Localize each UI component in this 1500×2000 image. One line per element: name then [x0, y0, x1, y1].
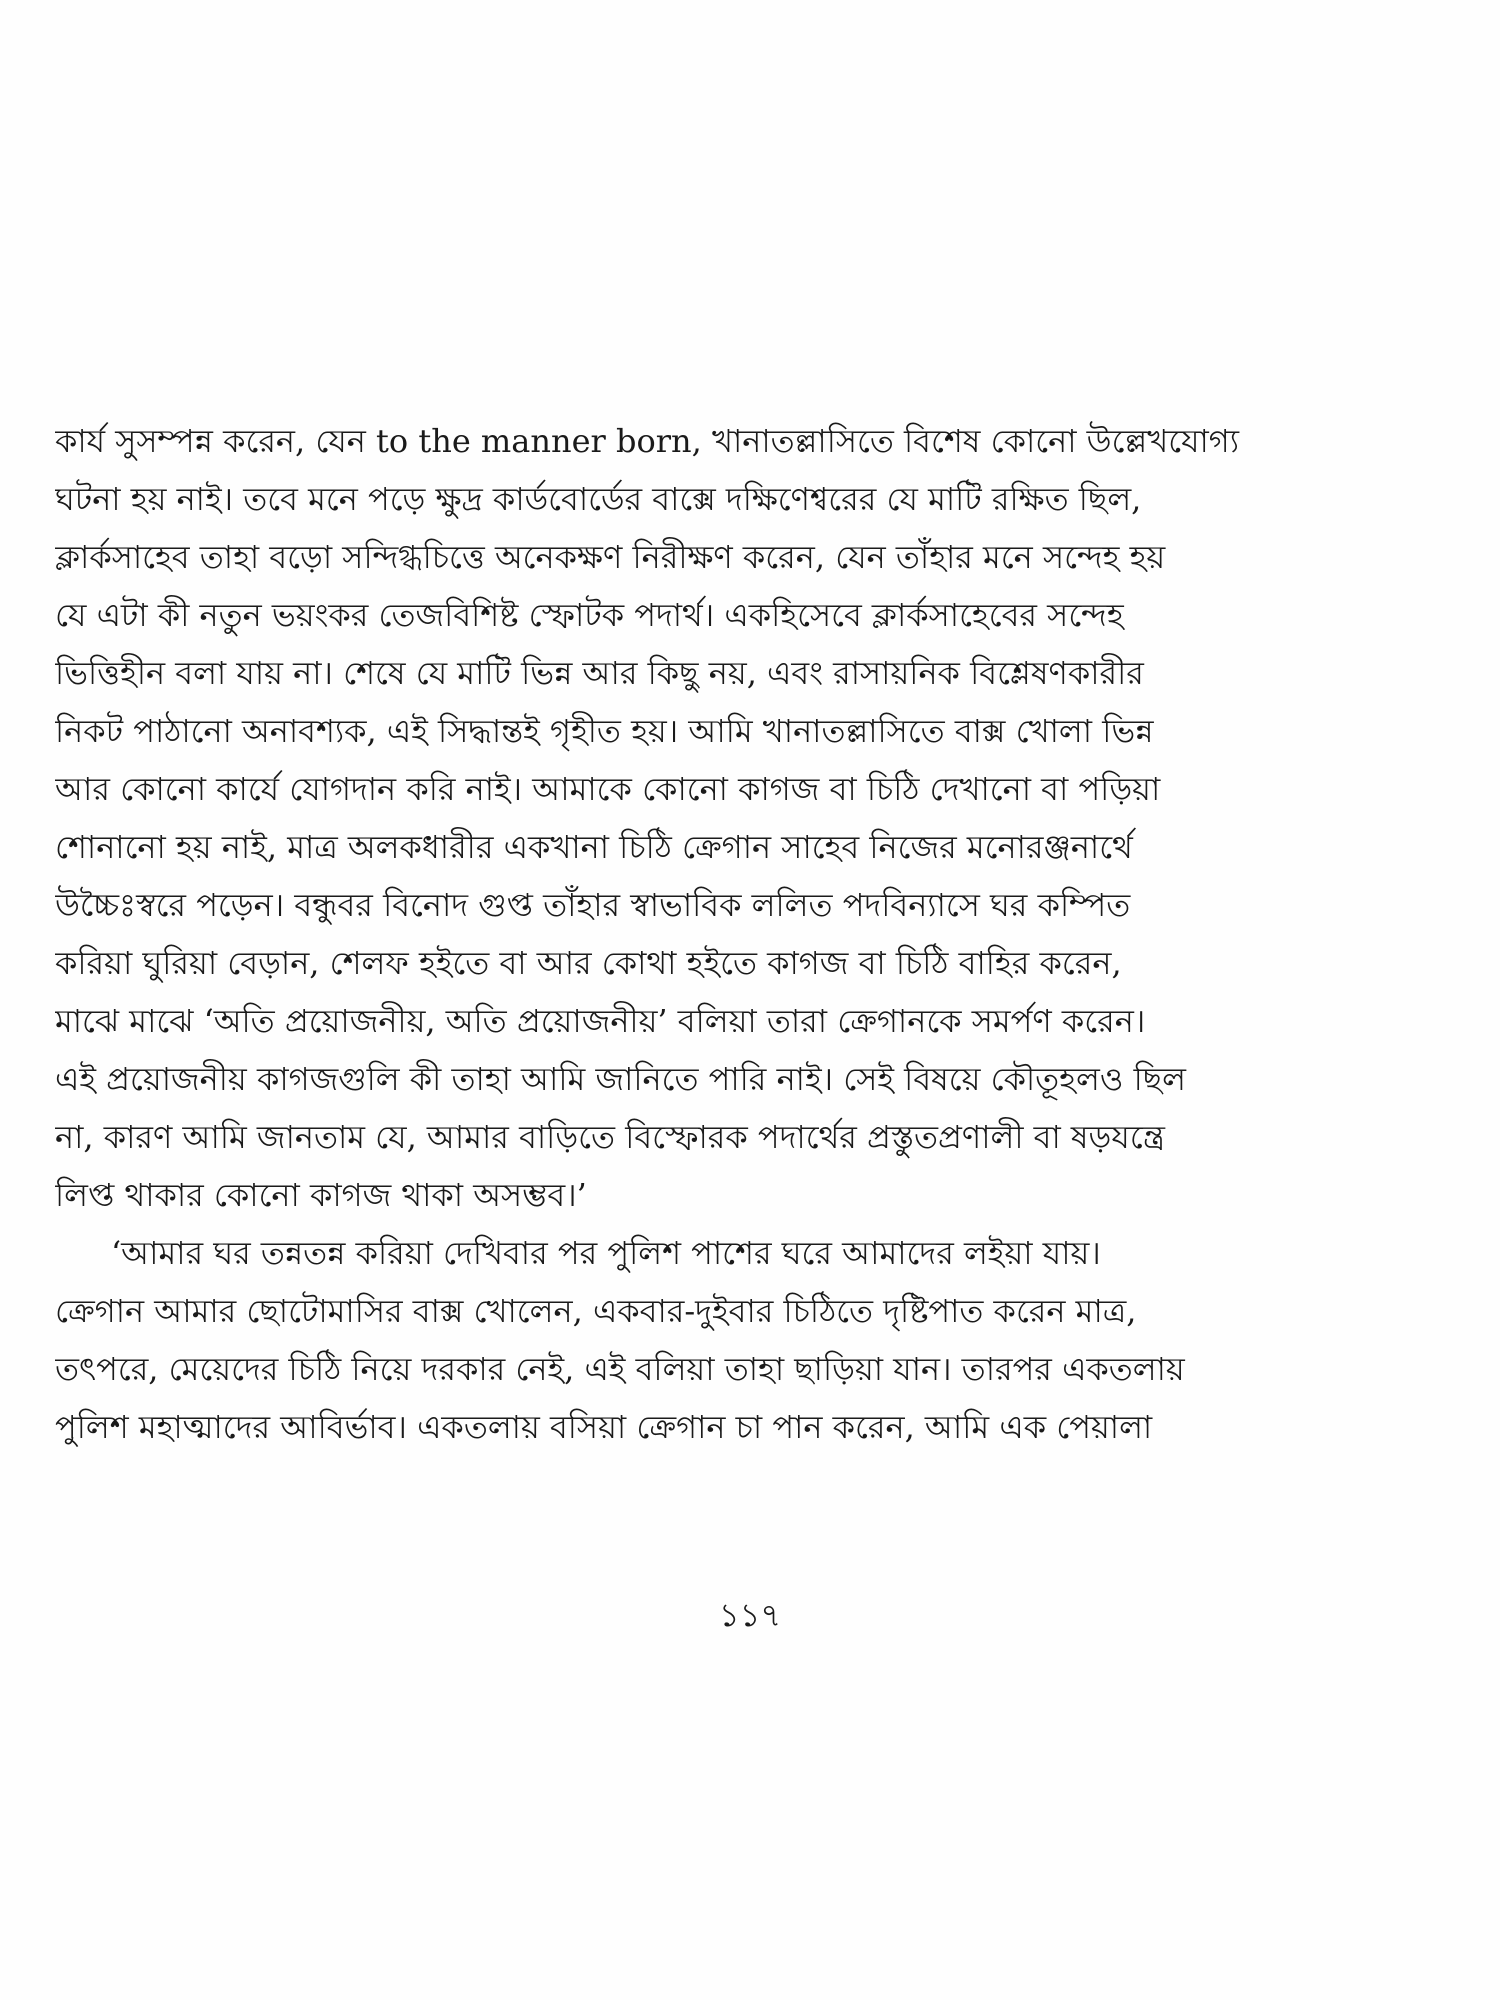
text-line: লিপ্ত থাকার কোনো কাগজ থাকা অসম্ভব।’	[55, 1176, 587, 1214]
text-line: উচ্চৈঃস্বরে পড়েন। বন্ধুবর বিনোদ গুপ্ত তাঁহার স্বাভাবিক ললিত পদবিন্যাসে ঘর কম্পিত	[55, 886, 1131, 924]
text-line: পুলিশ মহাত্মাদের আবির্ভাব। একতলায় বসিয়া ক্রেগান চা পান করেন, আমি এক পেয়ালা	[55, 1408, 1153, 1446]
text-line: মাঝে মাঝে ‘অতি প্রয়োজনীয়, অতি প্রয়োজনীয়’ বলিয়া তারা ক্রেগানকে সমর্পণ করেন।	[55, 1002, 1146, 1040]
body-text	[55, 412, 1450, 1456]
text-line: ভিত্তিহীন বলা যায় না। শেষে যে মাটি ভিন্ন আর কিছু নয়, এবং রাসায়নিক বিশ্লেষণকারীর	[55, 654, 1144, 692]
paragraph-1	[55, 412, 1450, 1224]
paragraph-2	[55, 1224, 1450, 1456]
text-line: যে এটা কী নতুন ভয়ংকর তেজবিশিষ্ট স্ফোটক পদার্থ। একহিসেবে ক্লার্কসাহেবের সন্দেহ	[55, 596, 1124, 634]
text-line: করিয়া ঘুরিয়া বেড়ান, শেলফ হইতে বা আর কোথা হইতে কাগজ বা চিঠি বাহির করেন,	[55, 944, 1122, 982]
text-line: ঘটনা হয় নাই। তবে মনে পড়ে ক্ষুদ্র কার্ডবোর্ডের বাক্সে দক্ষিণেশ্বরের যে মাটি রক্ষিত ছিল,	[55, 480, 1142, 518]
text-line: না, কারণ আমি জানতাম যে, আমার বাড়িতে বিস্ফোরক পদার্থের প্রস্তুতপ্রণালী বা ষড়যন্ত্রে	[55, 1118, 1165, 1156]
text-line: ক্রেগান আমার ছোটোমাসির বাক্স খোলেন, একবার-দুইবার চিঠিতে দৃষ্টিপাত করেন মাত্র,	[55, 1292, 1137, 1330]
text-line: ‘আমার ঘর তন্নতন্ন করিয়া দেখিবার পর পুলিশ পাশের ঘরে আমাদের লইয়া যায়।	[111, 1234, 1101, 1272]
text-line: আর কোনো কার্যে যোগদান করি নাই। আমাকে কোনো কাগজ বা চিঠি দেখানো বা পড়িয়া	[55, 770, 1161, 808]
text-line: ক্লার্কসাহেব তাহা বড়ো সন্দিগ্ধচিত্তে অনেকক্ষণ নিরীক্ষণ করেন, যেন তাঁহার মনে সন্দেহ হয়	[55, 538, 1166, 576]
text-line: নিকট পাঠানো অনাবশ্যক, এই সিদ্ধান্তই গৃহীত হয়। আমি খানাতল্লাসিতে বাক্স খোলা ভিন্ন	[55, 712, 1154, 750]
text-line: শোনানো হয় নাই, মাত্র অলকধারীর একখানা চিঠি ক্রেগান সাহেব নিজের মনোরঞ্জনার্থে	[55, 828, 1133, 866]
text-line: এই প্রয়োজনীয় কাগজগুলি কী তাহা আমি জানিতে পারি নাই। সেই বিষয়ে কৌতূহলও ছিল	[55, 1060, 1186, 1098]
text-line: কার্য সুসম্পন্ন করেন, যেন to the manner born, খানাতল্লাসিতে বিশেষ কোনো উল্লেখযোগ্য	[55, 422, 1240, 460]
page-number: ১১৭	[718, 1596, 782, 1634]
text-line: তৎপরে, মেয়েদের চিঠি নিয়ে দরকার নেই, এই বলিয়া তাহা ছাড়িয়া যান। তারপর একতলায়	[55, 1350, 1185, 1388]
